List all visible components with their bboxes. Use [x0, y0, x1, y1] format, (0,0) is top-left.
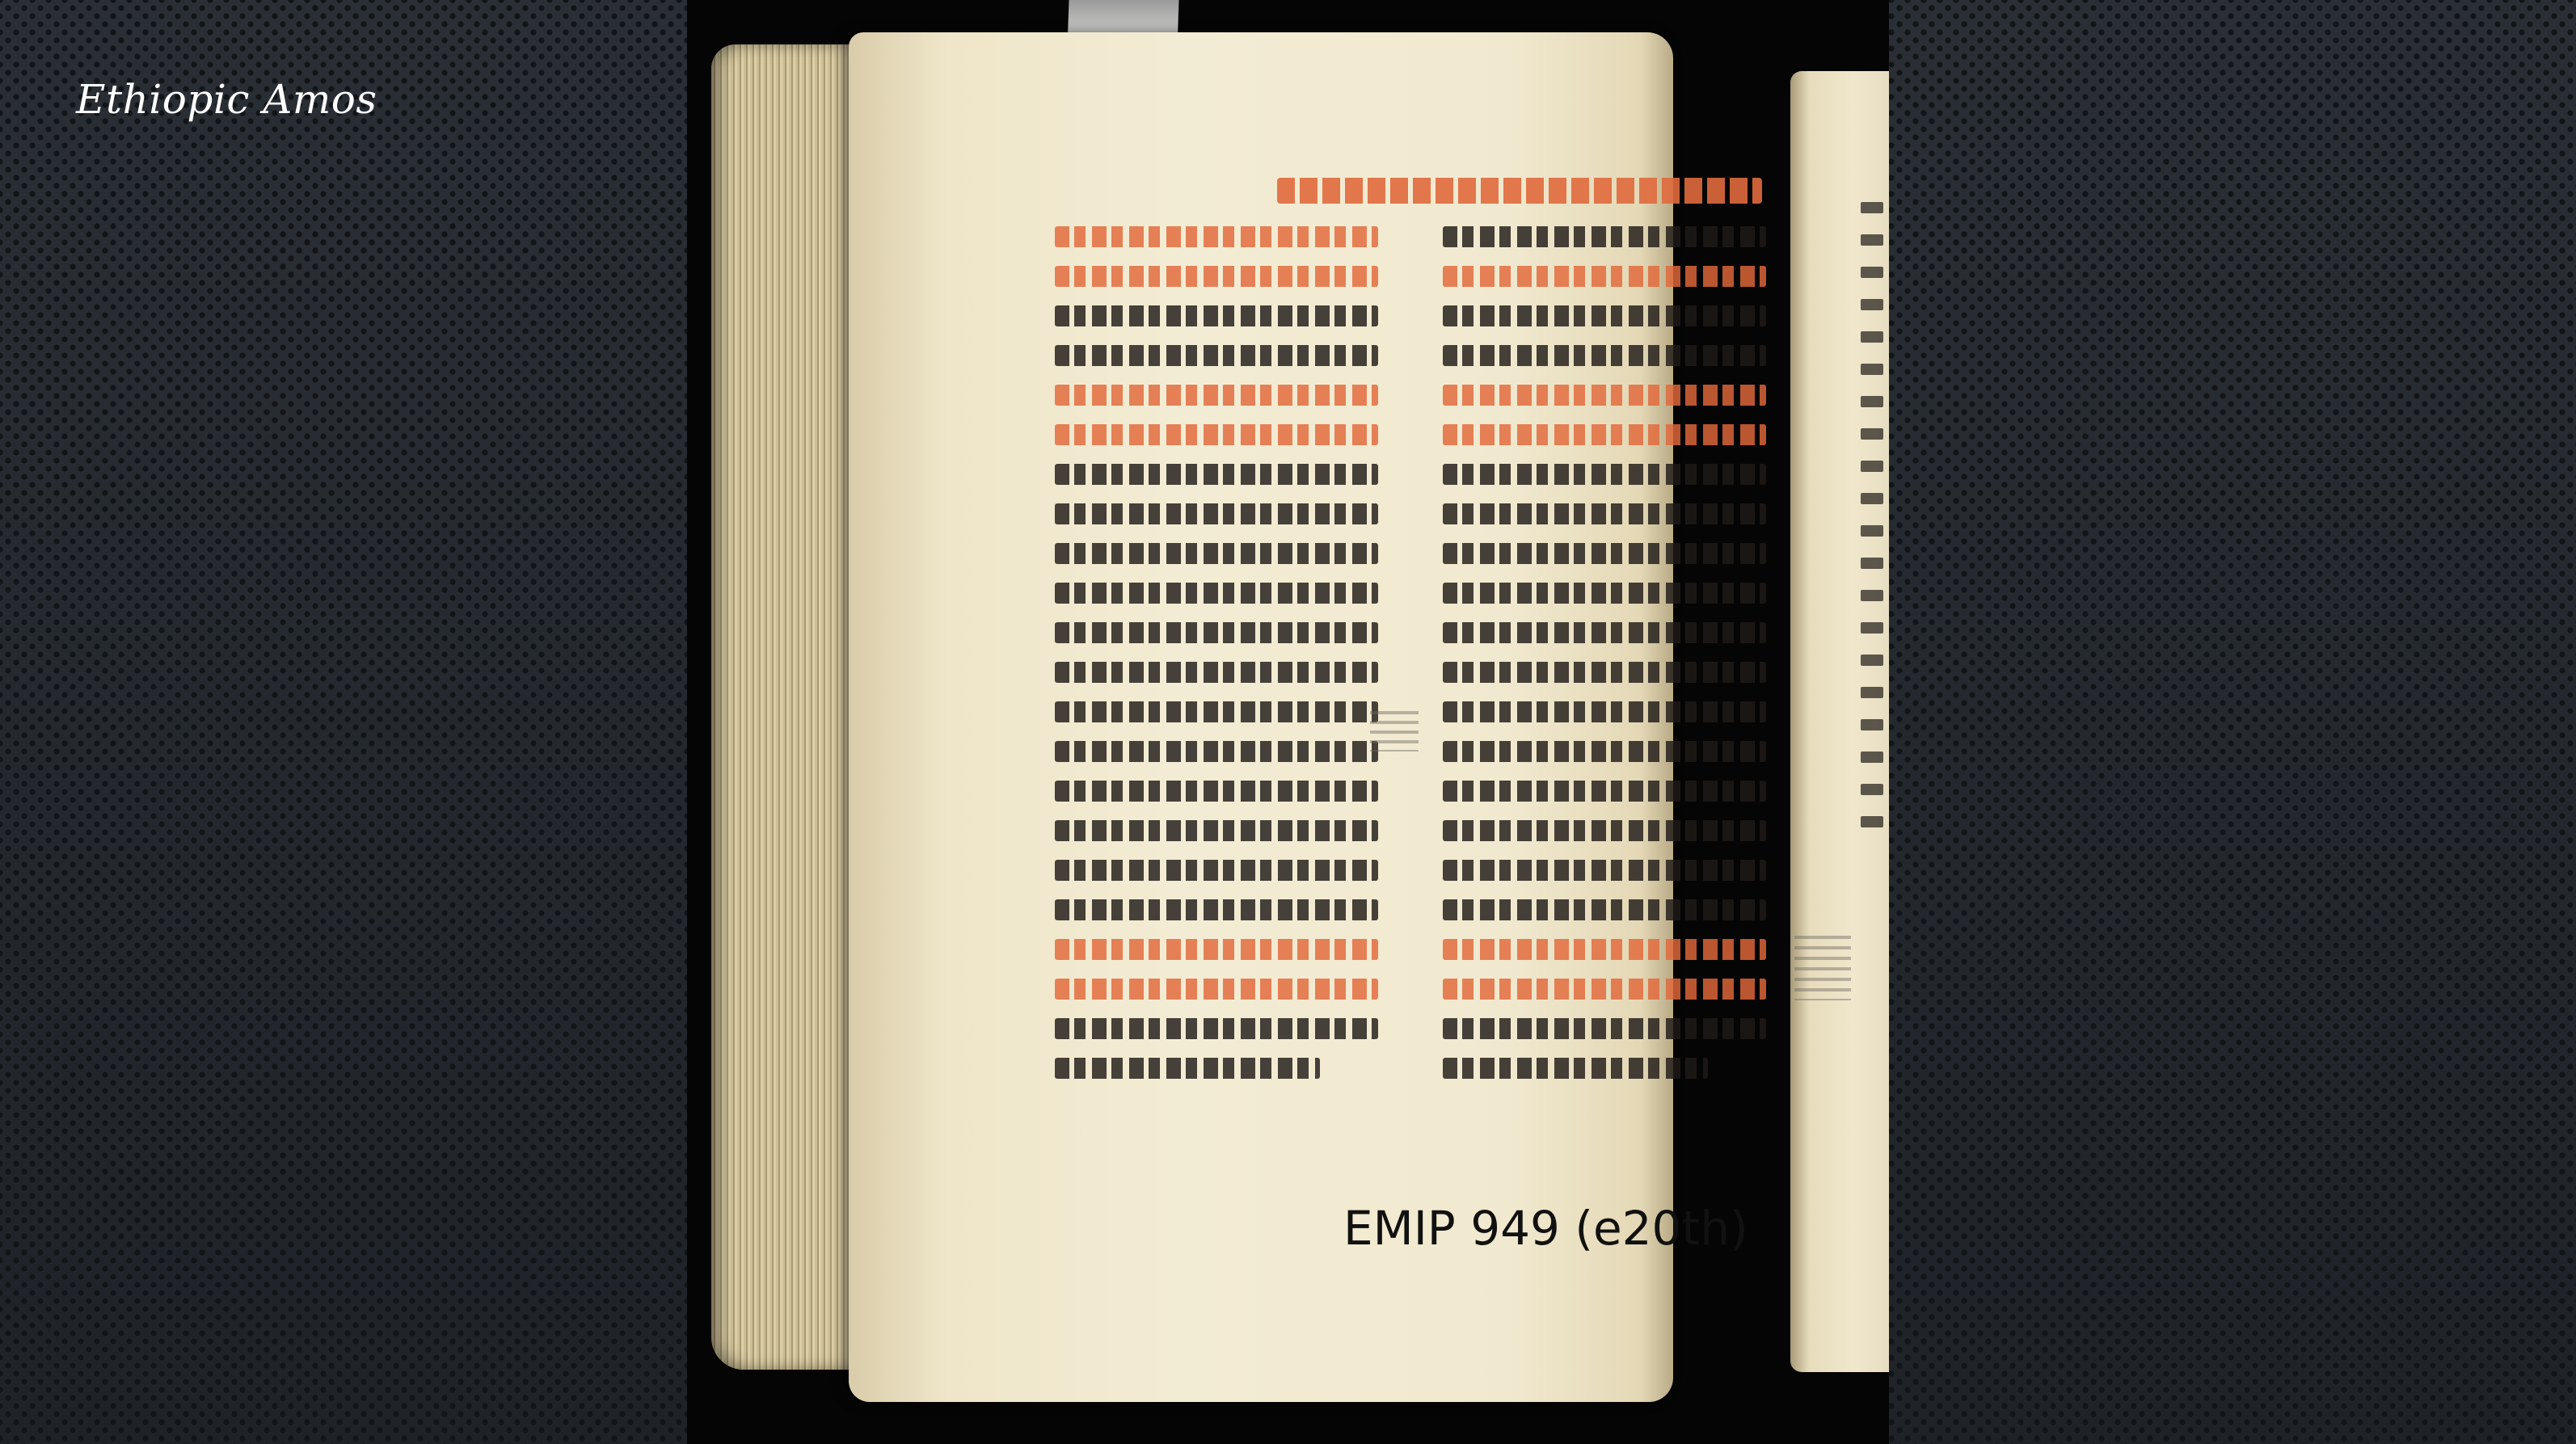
facing-page-text — [1861, 202, 1889, 827]
margin-annotation — [1370, 711, 1419, 751]
margin-annotation-facing — [1794, 936, 1851, 1000]
manuscript-photo — [687, 0, 1889, 1444]
slide-title: Ethiopic Amos — [76, 76, 377, 123]
rubricated-heading — [1277, 178, 1762, 204]
text-column-right — [1443, 226, 1766, 1097]
manuscript-caption: EMIP 949 (e20th) — [1343, 1201, 1748, 1256]
text-column-left — [1055, 226, 1378, 1097]
